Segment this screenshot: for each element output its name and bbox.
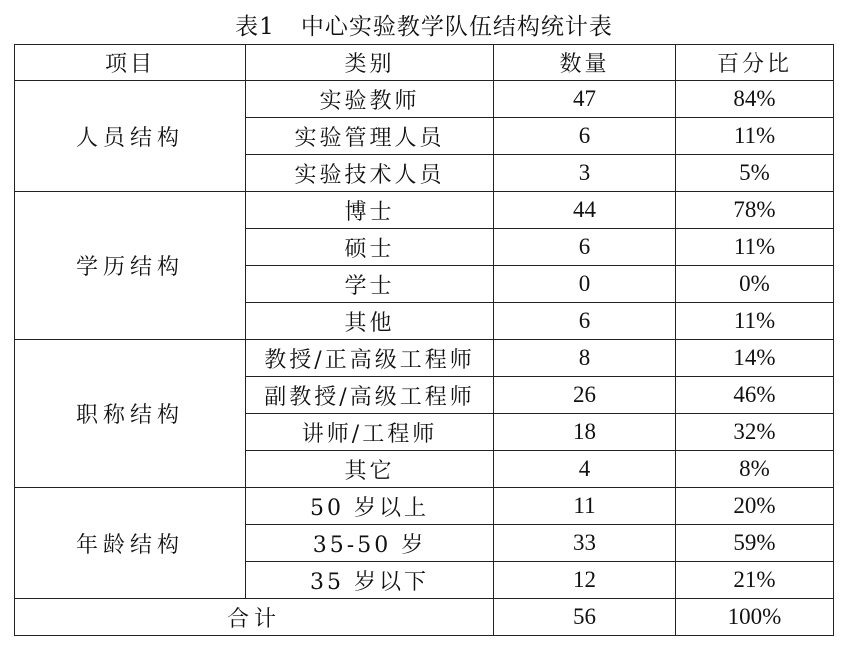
percent-cell: 20% [676, 488, 834, 525]
caption-title: 中心实验教学队伍结构统计表 [300, 14, 613, 40]
percent-cell: 46% [676, 377, 834, 414]
category-cell: 教授/正高级工程师 [246, 340, 494, 377]
category-cell: 实验管理人员 [246, 118, 494, 155]
header-row [15, 45, 834, 81]
header-item: 项目 [15, 45, 246, 81]
category-cell: 35 岁以下 [246, 562, 494, 599]
count-cell: 6 [494, 229, 676, 266]
percent-cell: 78% [676, 192, 834, 229]
total-percent: 100% [676, 599, 834, 636]
count-cell: 12 [494, 562, 676, 599]
count-cell: 44 [494, 192, 676, 229]
category-cell: 博士 [246, 192, 494, 229]
header-category: 类别 [246, 45, 494, 81]
percent-cell: 8% [676, 451, 834, 488]
count-cell: 8 [494, 340, 676, 377]
count-cell: 6 [494, 118, 676, 155]
percent-cell: 59% [676, 525, 834, 562]
count-cell: 6 [494, 303, 676, 340]
percent-cell: 14% [676, 340, 834, 377]
total-count: 56 [494, 599, 676, 636]
category-cell: 副教授/高级工程师 [246, 377, 494, 414]
table-row [15, 192, 834, 229]
category-cell: 其他 [246, 303, 494, 340]
percent-cell: 32% [676, 414, 834, 451]
group-label: 人员结构 [15, 81, 246, 192]
percent-cell: 0% [676, 266, 834, 303]
count-cell: 18 [494, 414, 676, 451]
category-cell: 讲师/工程师 [246, 414, 494, 451]
total-label: 合计 [15, 599, 494, 636]
header-percent: 百分比 [676, 45, 834, 81]
table-row [15, 488, 834, 525]
category-cell: 50 岁以上 [246, 488, 494, 525]
category-cell: 实验教师 [246, 81, 494, 118]
count-cell: 0 [494, 266, 676, 303]
percent-cell: 11% [676, 303, 834, 340]
group-label: 年龄结构 [15, 488, 246, 599]
caption-number: 表1 [235, 14, 275, 40]
category-cell: 硕士 [246, 229, 494, 266]
staff-structure-table [14, 44, 834, 636]
percent-cell: 11% [676, 118, 834, 155]
count-cell: 33 [494, 525, 676, 562]
count-cell: 11 [494, 488, 676, 525]
count-cell: 4 [494, 451, 676, 488]
header-count: 数量 [494, 45, 676, 81]
total-row [15, 599, 834, 636]
percent-cell: 5% [676, 155, 834, 192]
count-cell: 47 [494, 81, 676, 118]
category-cell: 学士 [246, 266, 494, 303]
percent-cell: 11% [676, 229, 834, 266]
percent-cell: 84% [676, 81, 834, 118]
percent-cell: 21% [676, 562, 834, 599]
table-row [15, 81, 834, 118]
category-cell: 35-50 岁 [246, 525, 494, 562]
category-cell: 其它 [246, 451, 494, 488]
group-label: 职称结构 [15, 340, 246, 488]
count-cell: 3 [494, 155, 676, 192]
group-label: 学历结构 [15, 192, 246, 340]
table-caption [0, 8, 848, 41]
count-cell: 26 [494, 377, 676, 414]
table-row [15, 340, 834, 377]
category-cell: 实验技术人员 [246, 155, 494, 192]
